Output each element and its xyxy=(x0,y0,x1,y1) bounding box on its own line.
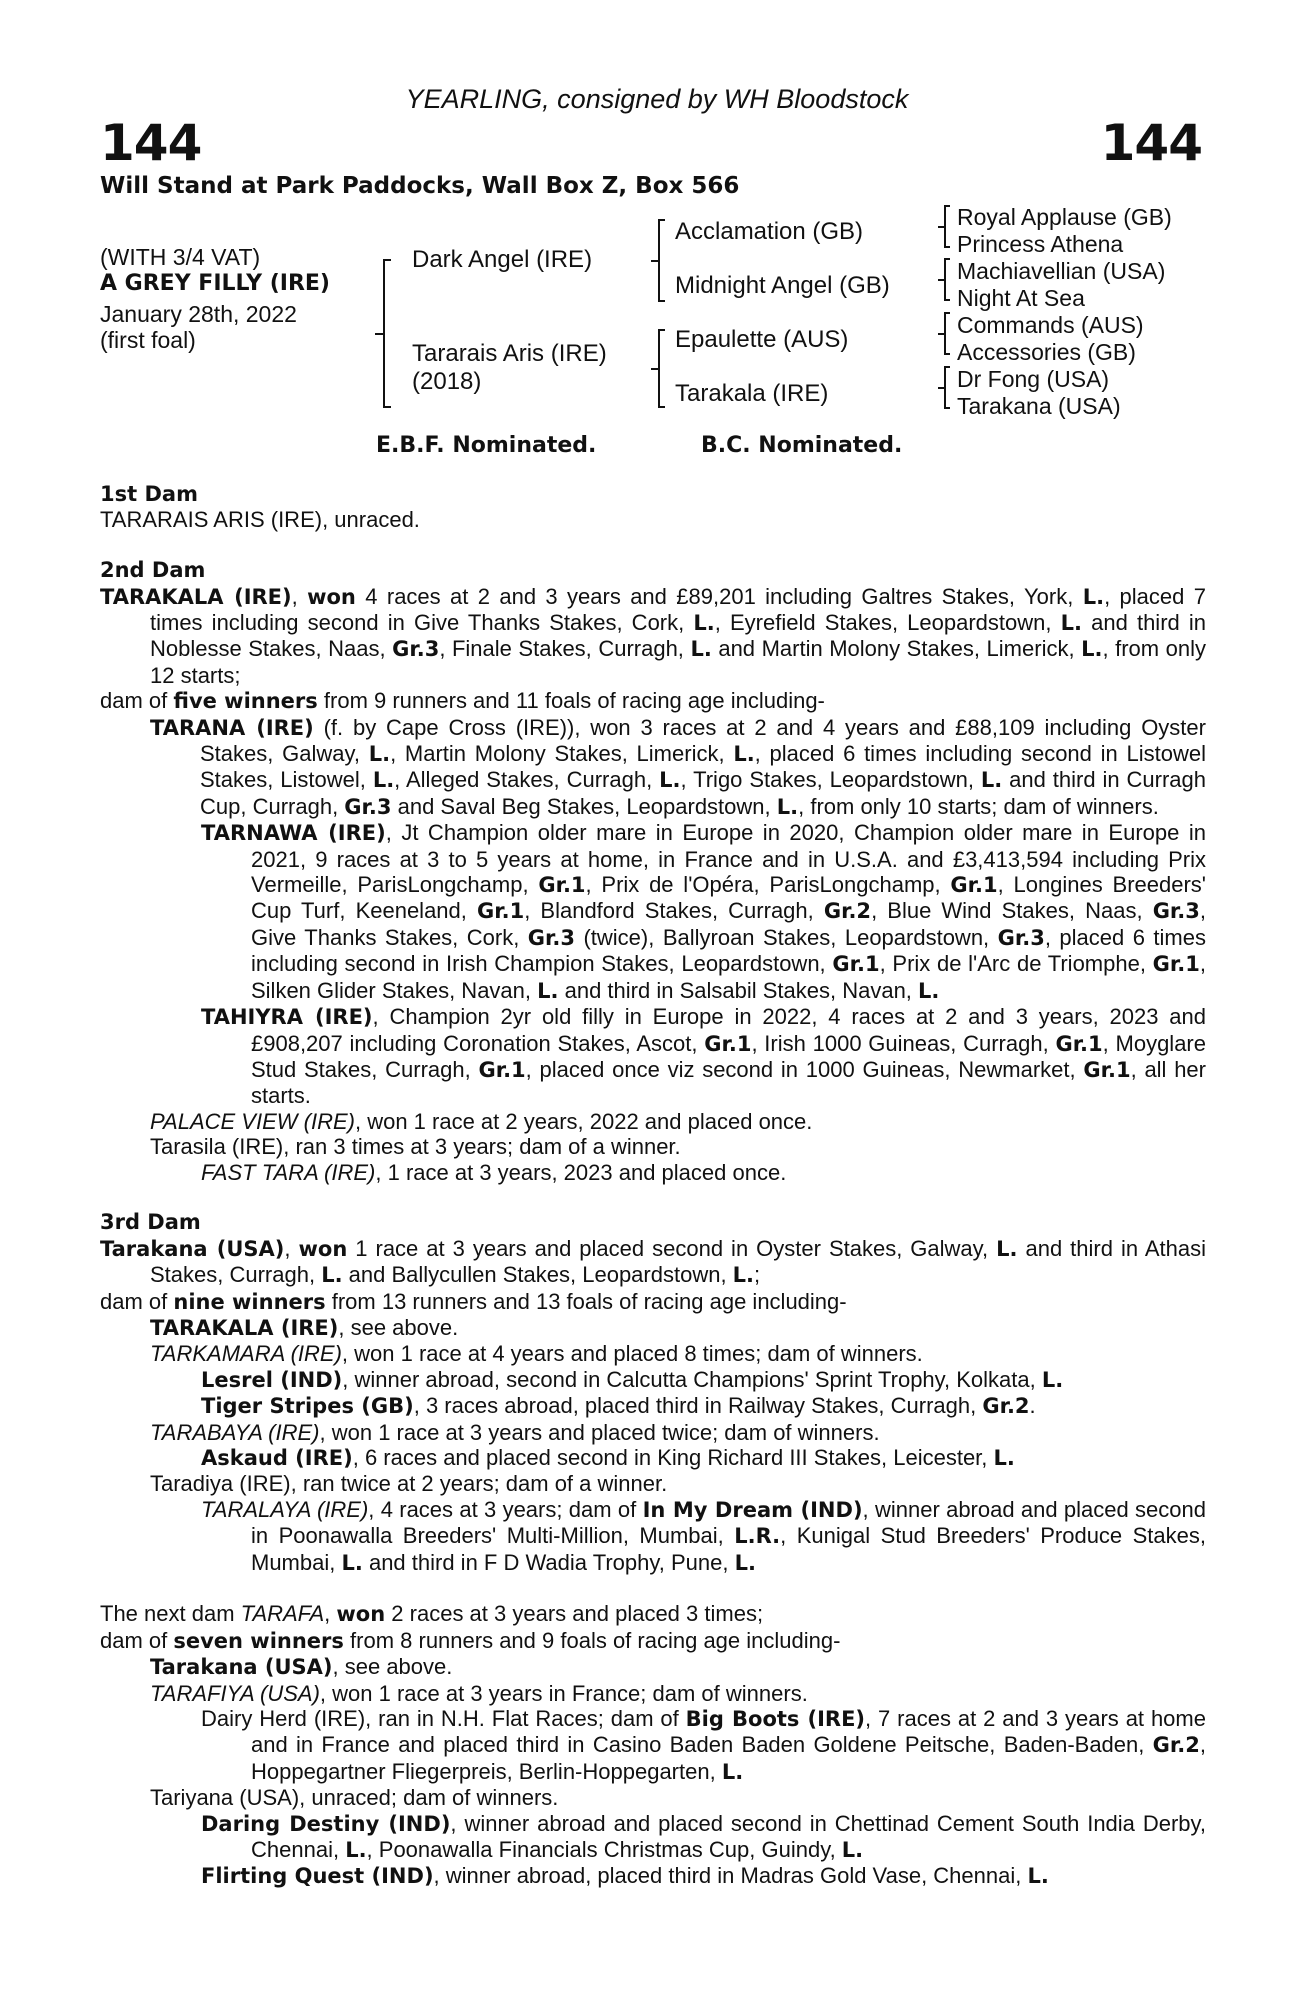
ebf-nominated: E.B.F. Nominated. xyxy=(376,433,597,458)
text: and Martin Molony Stakes, Limerick, xyxy=(711,636,1082,662)
tarabaya-entry xyxy=(100,1420,1206,1445)
pedigree-brace-g4 xyxy=(944,313,946,355)
date-of-birth: January 28th, 2022 xyxy=(100,301,297,327)
grade: Gr.2 xyxy=(982,1394,1030,1419)
text: (f. by Cape Cross (IRE)), won 3 races at 2 and 4 years and £88,109 including Oyster Stakes, Galway, xyxy=(200,714,1206,767)
text: , Blue Wind Stakes, Naas, xyxy=(871,898,1153,924)
palace-view-entry xyxy=(100,1109,1206,1134)
pedigree-brace-g4 xyxy=(944,367,946,409)
text: , 7 races at 2 and 3 years at home and in France and placed third in Casino Baden Baden Goldene Peitsche, Baden-Baden, xyxy=(251,1706,1206,1758)
grade: Gr.1 xyxy=(704,1031,752,1056)
horse-name: TARAKALA (IRE) xyxy=(100,584,292,609)
pedigree-g4-4: Night At Sea xyxy=(957,285,1085,311)
horse-name: TARAFA xyxy=(240,1601,325,1627)
horse-name: Big Boots (IRE) xyxy=(685,1707,866,1732)
text: , Blandford Stakes, Curragh, xyxy=(524,898,824,924)
text: , from only 10 starts; dam of winners. xyxy=(798,793,1159,819)
text: dam of xyxy=(100,1627,174,1653)
tarnawa-entry xyxy=(100,820,1206,1004)
pedigree-brace-tick xyxy=(938,333,944,335)
bc-nominated: B.C. Nominated. xyxy=(701,433,903,458)
grade: L. xyxy=(368,742,391,767)
pedigree-brace-tick xyxy=(651,368,658,370)
grade: L. xyxy=(1082,584,1105,609)
text: The next dam xyxy=(100,1601,241,1627)
taralaya-entry xyxy=(100,1497,1206,1576)
third-dam-produce xyxy=(100,1289,1206,1315)
grade: L. xyxy=(918,978,940,1003)
text: and third in Curragh Cup, Curragh, xyxy=(200,767,1207,819)
text: , Irish 1000 Guineas, Curragh, xyxy=(751,1030,1056,1056)
tarakala-full: TARAKALA (IRE), won 4 races at 2 and 3 years and £89,201 including Galtres Stakes, York, L., placed 7 times including second in Give Thanks Stakes, Cork, L., Eyrefield Stakes, Leopardstown, L. and third in Noblesse Stakes, Naas, Gr.3, Finale Stakes, Curragh, L. and Martin Molony Stakes, Limerick, L., from only 12 starts; xyxy=(100,583,1206,688)
pedigree-brace-tick xyxy=(944,246,950,248)
text: from 8 runners and 9 foals of racing age including- xyxy=(343,1627,841,1653)
text: , all her starts. xyxy=(251,1056,1206,1109)
pedigree-brace-tick xyxy=(938,226,944,228)
grade: Gr.3 xyxy=(527,925,575,950)
grade: L. xyxy=(980,768,1003,793)
grade: L. xyxy=(841,1838,864,1863)
grade: L. xyxy=(732,1263,755,1288)
stand-location: Will Stand at Park Paddocks, Wall Box Z, Box 566 xyxy=(100,173,740,199)
horse-name: FAST TARA (IRE) xyxy=(201,1159,376,1185)
lot-number-right: 144 xyxy=(1100,114,1202,172)
pedigree-brace-dam xyxy=(658,330,660,408)
text: , winner abroad and placed second in Poonawalla Breeders' Multi-Million, Mumbai, xyxy=(251,1496,1207,1549)
won-label: won xyxy=(336,1602,386,1627)
text: , 6 races and placed second in King Richard III Stakes, Leicester, xyxy=(352,1445,994,1470)
text: (twice), Ballyroan Stakes, Leopardstown, xyxy=(575,924,998,950)
pedigree-brace-tick xyxy=(944,205,950,207)
text: , 1 race at 3 years, 2023 and placed once. xyxy=(375,1159,787,1185)
text: 4 races at 2 and 3 years and £89,201 including Galtres Stakes, York, xyxy=(355,583,1083,609)
tahiyra-entry xyxy=(100,1004,1206,1109)
pedigree-brace-sire xyxy=(658,220,660,302)
text: , placed 6 times including second in Irish Champion Stakes, Leopardstown, xyxy=(251,924,1206,977)
pedigree-brace-tick xyxy=(944,312,950,314)
grade: L. xyxy=(1041,1367,1064,1392)
horse-name: Daring Destiny (IND) xyxy=(201,1811,451,1836)
pedigree-page-body xyxy=(100,482,1206,1890)
text: ; xyxy=(754,1262,761,1288)
text: , won 1 race at 2 years, 2022 and placed once. xyxy=(354,1108,813,1134)
horse-name: Lesrel (IND) xyxy=(201,1367,343,1392)
text: 2 races at 3 years and placed 3 times; xyxy=(385,1601,764,1627)
pedigree-dam-dam: Tarakala (IRE) xyxy=(675,380,829,407)
text: , see above. xyxy=(338,1314,459,1340)
pedigree-brace-tick xyxy=(383,259,391,261)
pedigree-sire-dam: Midnight Angel (GB) xyxy=(675,272,890,299)
pedigree-dam-year: (2018) xyxy=(412,368,482,395)
first-dam-text: TARARAIS ARIS (IRE), unraced. xyxy=(100,507,420,533)
tarakana-entry: Tarakana (USA), won 1 race at 3 years and placed second in Oyster Stakes, Galway, L. and third in Athasi Stakes, Curragh, L. and Ballycullen Stakes, Leopardstown, L.; xyxy=(100,1235,1206,1288)
lesrel-entry xyxy=(100,1367,1206,1393)
pedigree-brace-main xyxy=(383,260,385,408)
pedigree-brace-tick xyxy=(944,299,950,301)
catalogue-subtitle: YEARLING, consigned by WH Bloodstock xyxy=(405,84,909,114)
winners-count: seven winners xyxy=(173,1628,344,1653)
text: and third in Salsabil Stakes, Navan, xyxy=(558,977,919,1003)
pedigree-brace-tick xyxy=(658,300,665,302)
pedigree-g4-1: Royal Applause (GB) xyxy=(957,204,1172,230)
grade: L. xyxy=(776,794,799,819)
grade: L. xyxy=(321,1263,343,1288)
text: , placed 7 times including second in Give Thanks Stakes, Cork, xyxy=(150,583,1206,636)
grade: L. xyxy=(372,768,395,793)
grade: L. xyxy=(734,1550,756,1575)
grade: Gr.2 xyxy=(1152,1733,1200,1758)
grade: Gr.1 xyxy=(478,1057,526,1082)
tarana-entry xyxy=(100,715,1206,821)
text: , Hoppegartner Fliegerpreis, Berlin-Hoppegarten, xyxy=(251,1732,1206,1784)
text: , 3 races abroad, placed third in Railway Stakes, Curragh, xyxy=(413,1393,983,1419)
pedigree-sire: Dark Angel (IRE) xyxy=(412,246,593,273)
text: , Trigo Stakes, Leopardstown, xyxy=(680,767,981,793)
text: from 13 runners and 13 foals of racing age including- xyxy=(325,1288,847,1314)
tarasila-entry: Tarasila (IRE), ran 3 times at 3 years; dam of a winner. xyxy=(150,1134,681,1160)
grade: L. xyxy=(721,1759,744,1784)
text: , Eyrefield Stakes, Leopardstown, xyxy=(714,610,1061,636)
text: , from only 12 starts; xyxy=(150,636,1206,688)
text: , Finale Stakes, Curragh, xyxy=(439,636,691,662)
pedigree-brace-tick xyxy=(944,353,950,355)
text: , won 1 race at 3 years in France; dam of winners. xyxy=(319,1680,808,1706)
pedigree-g4-8: Tarakana (USA) xyxy=(957,393,1121,419)
horse-name: TARALAYA (IRE) xyxy=(201,1496,369,1522)
text: , Champion 2yr old filly in Europe in 2022, 4 races at 2 and 3 years, 2023 and £908,207 including Coronation Stakes, Ascot, xyxy=(251,1004,1206,1056)
askaud-entry xyxy=(100,1445,1206,1471)
text: , Prix de l'Opéra, ParisLongchamp, xyxy=(585,872,951,898)
lot-number-left: 144 xyxy=(100,114,202,172)
flirting-quest-entry xyxy=(100,1863,1206,1889)
text: and third in F D Wadia Trophy, Pune, xyxy=(362,1549,735,1575)
pedigree-brace-tick xyxy=(651,260,658,262)
horse-name: TARAFIYA (USA) xyxy=(150,1680,320,1706)
text: Dairy Herd (IRE), ran in N.H. Flat Races; dam of xyxy=(201,1706,686,1732)
pedigree-sire-sire: Acclamation (GB) xyxy=(675,218,864,245)
horse-name: Flirting Quest (IND) xyxy=(201,1864,434,1889)
horse-name: TARKAMARA (IRE) xyxy=(150,1341,342,1367)
text: , winner abroad, second in Calcutta Champions' Sprint Trophy, Kolkata, xyxy=(342,1366,1042,1392)
pedigree-dam-sire: Epaulette (AUS) xyxy=(675,326,849,353)
grade: L. xyxy=(993,1446,1015,1470)
text: , Kunigal Stud Breeders' Produce Stakes, Mumbai, xyxy=(251,1523,1206,1575)
grade: Gr.1 xyxy=(477,899,525,924)
grade: Gr.3 xyxy=(392,637,440,662)
horse-info xyxy=(100,244,330,353)
grade: L. xyxy=(1027,1864,1049,1889)
foal-note: (first foal) xyxy=(100,327,196,353)
grade: L. xyxy=(537,978,559,1003)
pedigree-dam: Tararais Aris (IRE) xyxy=(412,340,607,367)
horse-name: In My Dream (IND) xyxy=(642,1497,863,1522)
text: , Alleged Stakes, Curragh, xyxy=(394,767,660,793)
text: and third in Athasi Stakes, Curragh, xyxy=(150,1235,1206,1288)
next-dam-intro: The next dam TARAFA, won 2 races at 3 years and placed 3 times; xyxy=(100,1601,764,1627)
grade: Gr.1 xyxy=(538,873,586,898)
text: , Give Thanks Stakes, Cork, xyxy=(251,898,1207,950)
winners-count: nine winners xyxy=(173,1289,326,1314)
grade: L. xyxy=(345,1838,367,1863)
tarkamara-entry xyxy=(100,1341,1206,1366)
won-label: won xyxy=(307,584,356,609)
horse-name: Tiger Stripes (GB) xyxy=(201,1394,414,1419)
next-dam-produce xyxy=(100,1628,1206,1654)
grade: Gr.1 xyxy=(1055,1031,1103,1056)
horse-name: TARANA (IRE) xyxy=(150,715,314,740)
grade: Gr.3 xyxy=(997,925,1045,950)
grade: Gr.1 xyxy=(950,873,998,898)
pedigree-brace-g4 xyxy=(944,259,946,301)
pedigree-brace-tick xyxy=(658,219,665,221)
text: , Martin Molony Stakes, Limerick, xyxy=(390,741,734,767)
text: , won 1 race at 4 years and placed 8 times; dam of winners. xyxy=(341,1341,923,1367)
text: 1 race at 3 years and placed second in Oyster Stakes, Galway, xyxy=(347,1235,997,1261)
horse-name: TARABAYA (IRE) xyxy=(150,1419,320,1445)
text: and Ballycullen Stakes, Leopardstown, xyxy=(342,1262,733,1288)
pedigree-brace-tick xyxy=(383,406,391,408)
grade: L. xyxy=(733,742,755,767)
text: , Poonawalla Financials Christmas Cup, Guindy, xyxy=(366,1837,842,1863)
text: , see above. xyxy=(332,1654,453,1680)
grade: Gr.1 xyxy=(832,952,880,977)
horse-name: Askaud (IRE) xyxy=(201,1446,353,1470)
text: dam of xyxy=(100,688,174,714)
text: , placed once viz second in 1000 Guineas, Newmarket, xyxy=(525,1056,1084,1082)
text: and Saval Beg Stakes, Leopardstown, xyxy=(391,793,777,819)
pedigree-g4-3: Machiavellian (USA) xyxy=(957,258,1166,284)
third-dam-heading: 3rd Dam xyxy=(100,1210,201,1235)
pedigree-brace-tick xyxy=(944,258,950,260)
text: , winner abroad, placed third in Madras Gold Vase, Chennai, xyxy=(433,1863,1028,1889)
pedigree-brace-tick xyxy=(944,407,950,409)
taradiya-entry: Taradiya (IRE), ran twice at 2 years; dam of a winner. xyxy=(150,1471,668,1497)
horse-name: Tarakana (USA) xyxy=(150,1655,333,1680)
grade: Gr.3 xyxy=(1152,899,1200,924)
grade: L. xyxy=(690,637,712,662)
text: and third in Noblesse Stakes, Naas, xyxy=(150,610,1206,662)
text: , Silken Glider Stakes, Navan, xyxy=(251,951,1206,1003)
text: , 4 races at 3 years; dam of xyxy=(368,1496,643,1522)
grade: Gr.3 xyxy=(344,794,392,819)
horse-name: TARNAWA (IRE) xyxy=(201,821,386,846)
grade: Gr.1 xyxy=(1152,952,1200,977)
pedigree-g4-7: Dr Fong (USA) xyxy=(957,366,1110,392)
text: dam of xyxy=(100,1288,174,1314)
pedigree-brace-tick xyxy=(938,279,944,281)
grade: Gr.2 xyxy=(823,899,872,924)
pedigree-brace-tick xyxy=(938,387,944,389)
grade: L. xyxy=(659,768,681,793)
second-dam-produce xyxy=(100,688,1206,714)
horse-description: A GREY FILLY (IRE) xyxy=(100,271,330,296)
grade: L. xyxy=(1081,637,1103,662)
pedigree-brace-tick xyxy=(944,366,950,368)
won-label: won xyxy=(298,1236,348,1261)
pedigree-g4-6: Accessories (GB) xyxy=(957,339,1136,365)
pedigree-g4-2: Princess Athena xyxy=(957,231,1124,257)
pedigree-brace-tick xyxy=(658,406,665,408)
text: , Longines Breeders' Cup Turf, Keeneland, xyxy=(251,872,1207,924)
second-dam-heading: 2nd Dam xyxy=(100,558,206,583)
text: from 9 runners and 11 foals of racing age including- xyxy=(317,688,825,714)
pedigree-brace-tick xyxy=(375,333,383,335)
pedigree-brace-tick xyxy=(658,329,665,331)
grade: L. xyxy=(341,1550,363,1575)
first-dam-heading: 1st Dam xyxy=(100,482,198,506)
tariyana-entry: Tariyana (USA), unraced; dam of winners. xyxy=(150,1785,559,1811)
pedigree-brace-g4 xyxy=(944,206,946,248)
tarakana-ref xyxy=(100,1654,1206,1680)
grade: L. xyxy=(996,1236,1018,1261)
horse-name: TARAKALA (IRE) xyxy=(150,1315,339,1340)
vat-note: (WITH 3/4 VAT) xyxy=(100,244,261,270)
text: , winner abroad and placed second in Chettinad Cement South India Derby, Chennai, xyxy=(251,1810,1206,1863)
grade: L. xyxy=(1060,611,1082,636)
horse-name: PALACE VIEW (IRE) xyxy=(150,1108,355,1134)
grade: L. xyxy=(693,611,715,636)
fast-tara-entry xyxy=(100,1160,1206,1185)
horse-name: TAHIYRA (IRE) xyxy=(201,1005,373,1030)
text: , Prix de l'Arc de Triomphe, xyxy=(879,951,1153,977)
text: , placed 6 times including second in Listowel Stakes, Listowel, xyxy=(200,741,1206,793)
dairy-herd-entry xyxy=(100,1706,1206,1785)
tarakala-ref xyxy=(100,1315,1206,1341)
pedigree-g4-5: Commands (AUS) xyxy=(957,312,1144,338)
grade: Gr.1 xyxy=(1083,1057,1131,1082)
horse-name: Tarakana (USA) xyxy=(100,1236,285,1261)
text: , won 1 race at 3 years and placed twice; dam of winners. xyxy=(319,1419,880,1445)
grade: L.R. xyxy=(734,1524,781,1549)
text: , Moyglare Stud Stakes, Curragh, xyxy=(251,1030,1206,1082)
winners-count: five winners xyxy=(173,689,318,714)
tarafiya-entry xyxy=(100,1681,1206,1706)
daring-destiny-entry xyxy=(100,1811,1206,1864)
tiger-stripes-entry: Tiger Stripes (GB), 3 races abroad, placed third in Railway Stakes, Curragh, Gr.2. xyxy=(201,1393,1036,1419)
text: , Jt Champion older mare in Europe in 2020, Champion older mare in Europe in 2021, 9 races at 3 to 5 years at home, in France and in U.S.A. and £3,413,594 including Prix Vermeille, ParisLongchamp, xyxy=(251,820,1206,898)
